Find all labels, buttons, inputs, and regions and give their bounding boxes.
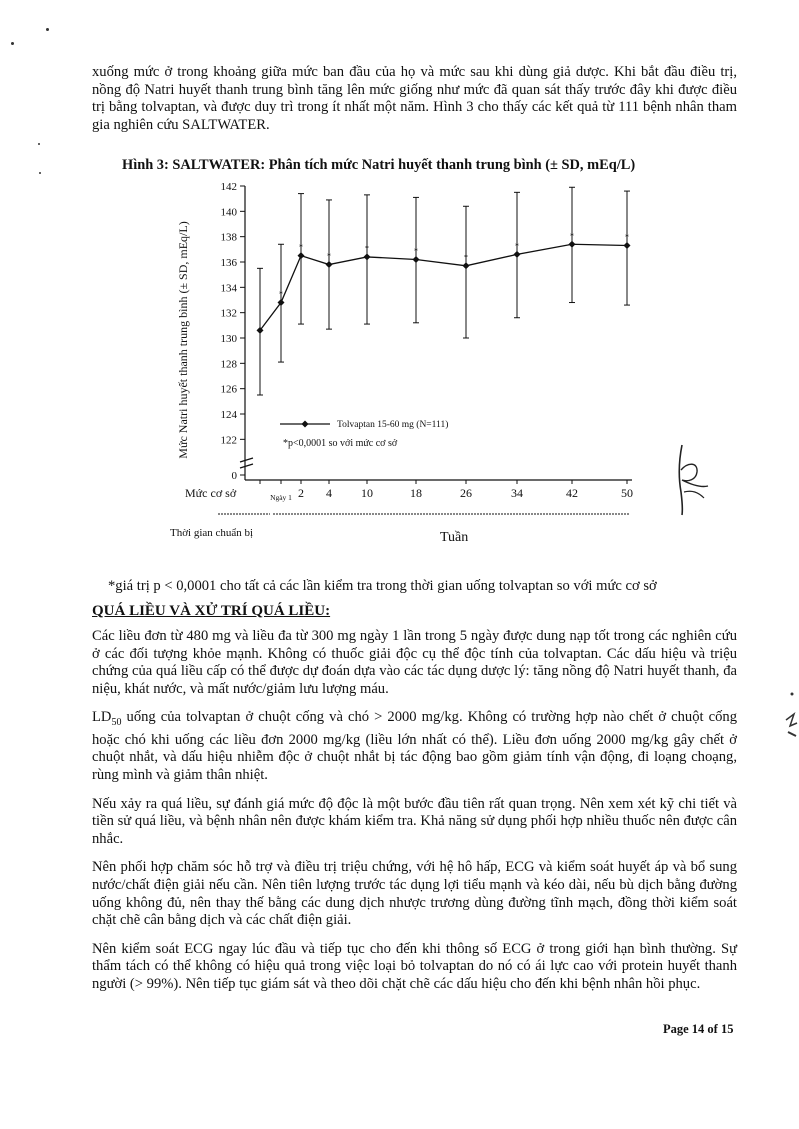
axis-break-mark xyxy=(240,458,253,462)
sodium-chart xyxy=(160,170,660,550)
data-point xyxy=(413,256,420,263)
y-tick-label: 142 xyxy=(220,181,237,193)
x-tick-label: Ngày 1 xyxy=(270,493,292,502)
legend-note: *p<0,0001 so với mức cơ sở xyxy=(283,438,398,449)
ld50-subscript: 50 xyxy=(111,717,122,729)
data-point xyxy=(364,253,371,260)
significance-mark: * xyxy=(365,243,369,253)
y-tick-label: 132 xyxy=(220,307,237,320)
significance-mark: * xyxy=(279,289,283,299)
chart-footnote: *giá trị p < 0,0001 cho tất cả các lần kiểm tra trong thời gian uống tolvaptan so với mức cơ sở xyxy=(108,578,657,594)
significance-mark: * xyxy=(570,231,574,241)
data-point xyxy=(569,241,576,248)
axis-break-mark xyxy=(240,464,253,468)
x-tick-label: 26 xyxy=(460,486,472,500)
overdose-section-body xyxy=(92,628,737,1005)
handwritten-signature xyxy=(670,440,720,520)
significance-mark: * xyxy=(299,242,303,252)
paragraph-assessment: Nếu xảy ra quá liều, sự đánh giá mức độ độc là một bước đầu tiên rất quan trọng. Nên xem xét kỹ chi tiết và tiền sử quá liều, và bệnh nhân nên được khám kiểm tra. Khả năng sử dụng phối hợp nhiều thuốc nên được cân nhắc. xyxy=(92,795,737,847)
scan-edge-mark xyxy=(772,690,799,750)
y-axis-label: Mức Natri huyết thanh trung bình (± SD, mEq/L) xyxy=(176,221,190,459)
page-number: Page 14 of 15 xyxy=(663,1022,734,1036)
x-tick-label: 10 xyxy=(361,486,373,500)
scan-speck xyxy=(46,28,49,31)
scan-speck xyxy=(38,143,40,145)
y-tick-label: 126 xyxy=(220,383,237,396)
data-point xyxy=(514,251,521,258)
data-point xyxy=(326,261,333,268)
y-tick-label: 128 xyxy=(220,358,237,371)
y-tick-label: 134 xyxy=(220,282,237,295)
data-point xyxy=(624,242,631,249)
x-tick-label: 34 xyxy=(511,486,523,500)
paragraph-single-doses: Các liều đơn từ 480 mg và liều đa từ 300 mg ngày 1 lần trong 5 ngày được dung nạp tốt trong các nghiên cứu ở các đối tượng khỏe mạnh. Không có thuốc giải độc cụ thể độc tính của tolvaptan. Các dấu hiệu và triệu chứng của quá liều cấp có thể được dự đoán dựa vào các tác dụng dược lý: tăng nồng độ Natri huyết thanh, đa niệu, khát nước, và mất nước/giảm lưu lượng máu. xyxy=(92,628,737,697)
data-point xyxy=(463,262,470,269)
x-tick-label: 2 xyxy=(298,486,304,500)
prep-period-label: Thời gian chuẩn bị xyxy=(170,527,254,539)
figure-title: Hình 3: SALTWATER: Phân tích mức Natri huyết thanh trung bình (± SD, mEq/L) xyxy=(122,157,636,173)
significance-mark: * xyxy=(625,232,629,242)
paragraph-ld50: $LD_{50}$ uống của tolvaptan ở chuột cống và chó > 2000 mg/kg. Không có trường hợp nào chết ở chuột cống hoặc chó khi uống các liều đơn 2000 mg/kg (liều lớn nhất có thể). Liều đơn uống 2000 mg/kg gây chết ở chuột nhắt, và dấu hiệu nhiễm độc ở chuột nhắt bị tác động bao gồm giảm tính vận động, đi loạng choạng, rùng mình và giảm thân nhiệt. xyxy=(92,709,737,784)
x-tick-label: 50 xyxy=(621,486,633,500)
scan-speck xyxy=(39,172,41,174)
x-tick-label: 42 xyxy=(566,486,578,500)
legend-marker xyxy=(302,421,309,428)
y-tick-label: 138 xyxy=(220,231,237,244)
data-point xyxy=(298,252,305,259)
significance-mark: * xyxy=(327,251,331,261)
paragraph-ecg: Nên kiểm soát ECG ngay lúc đầu và tiếp tục cho đến khi thông số ECG ở trong giới hạn bình thường. Sự thẩm tách có thể không có hiệu quả trong việc loại bỏ tolvaptan do nó có ái lực cao với protein huyết thanh người (> 99%). Nên tiếp tục giám sát và theo dõi chặt chẽ các dấu hiệu cho đến khi bệnh nhân hồi phục. xyxy=(92,940,737,992)
legend-series-label: Tolvaptan 15-60 mg (N=111) xyxy=(337,420,449,430)
x-tick-label-baseline: Mức cơ sở xyxy=(185,486,237,500)
significance-mark: * xyxy=(515,241,519,251)
x-axis-label: Tuần xyxy=(440,530,469,545)
x-tick-label: 4 xyxy=(326,486,332,500)
y-tick-label: 0 xyxy=(231,470,237,482)
significance-mark: * xyxy=(464,252,468,262)
y-tick-label: 124 xyxy=(220,409,237,421)
significance-mark: * xyxy=(414,246,418,256)
y-tick-label: 136 xyxy=(220,257,237,269)
section-heading: QUÁ LIỀU VÀ XỬ TRÍ QUÁ LIỀU: xyxy=(92,603,331,619)
scan-speck xyxy=(11,42,14,45)
intro-paragraph: xuống mức ở trong khoảng giữa mức ban đầu của họ và mức sau khi dùng giả dược. Khi bắt đầu điều trị, nồng độ Natri huyết thanh trung bình tăng lên mức giống như mức đã quan sát thấy trước đây khi được điều trị bằng tolvaptan, và được duy trì trong ít nhất một năm. Hình 3 cho thấy các kết quả từ 111 bệnh nhân tham gia nghiên cứu SALTWATER. xyxy=(92,64,737,133)
y-tick-label: 122 xyxy=(220,434,237,447)
y-tick-label: 130 xyxy=(220,333,237,345)
paragraph-supportive-care: Nên phối hợp chăm sóc hỗ trợ và điều trị triệu chứng, với hệ hô hấp, ECG và kiểm soát huyết áp và bổ sung nước/chất điện giải nếu cần. Nên tiên lượng trước tác dụng lợi tiểu mạnh và kéo dài, nếu bù dịch bằng đường uống không đủ, nên thay thế bằng các dung dịch nhược trương dùng đường tĩnh mạch, đồng thời kiểm soát chặt chẽ cân bằng dịch và các chất điện giải. xyxy=(92,859,737,929)
y-tick-label: 140 xyxy=(220,206,237,219)
x-tick-label: 18 xyxy=(410,486,422,500)
